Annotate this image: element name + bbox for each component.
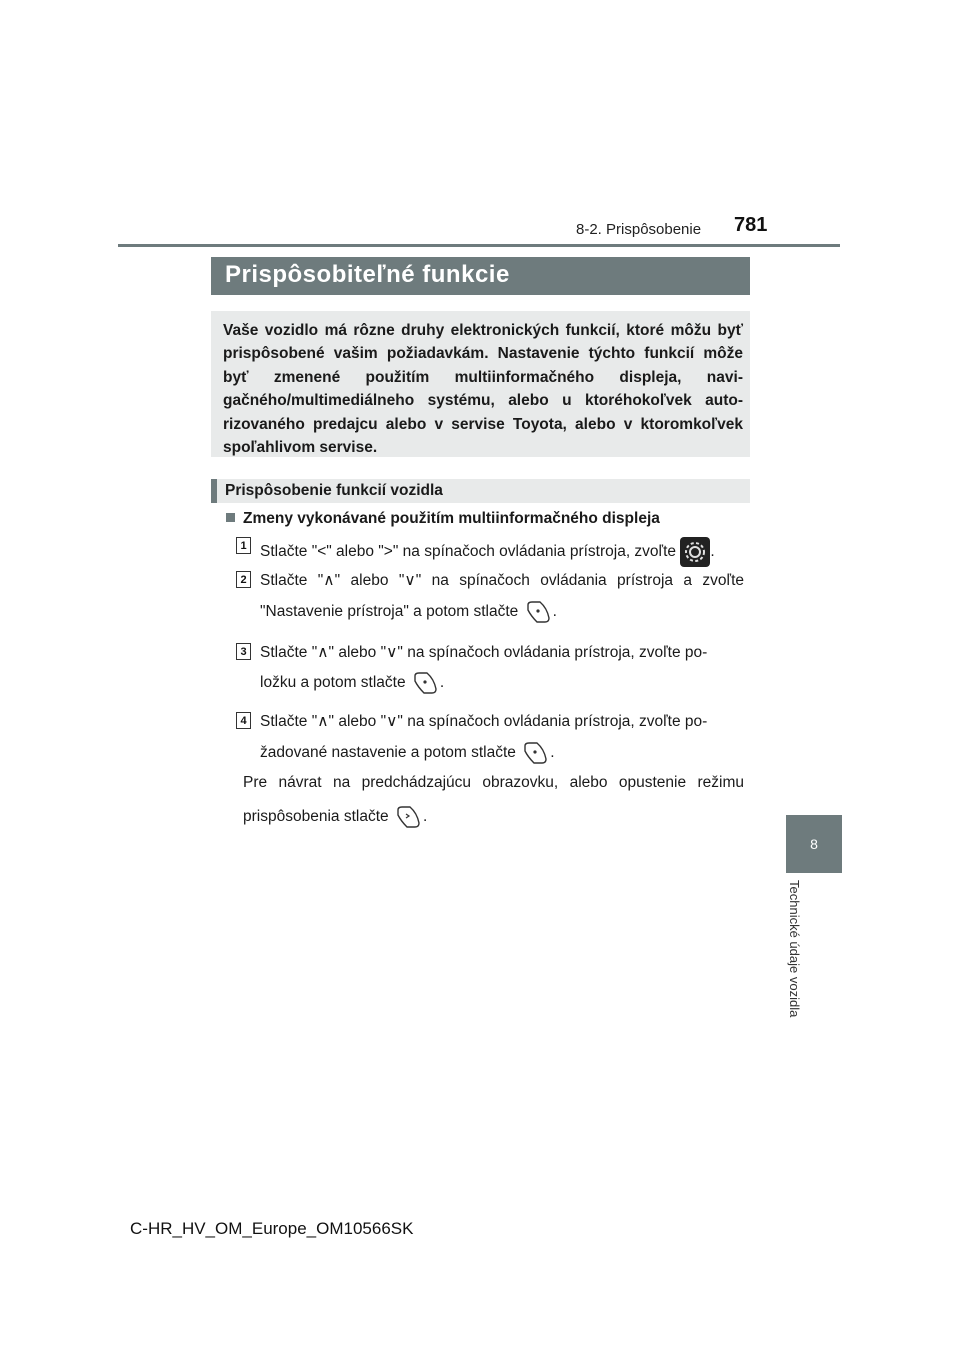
- page-title: Prispôsobiteľné funkcie: [225, 261, 510, 288]
- step-4-text: žadované nastavenie a potom stlačte: [260, 744, 516, 762]
- step-1-end: .: [710, 543, 715, 561]
- title-bar: [211, 257, 750, 295]
- note-line-1: Pre návrat na predchádzajúcu obrazovku, alebo opustenie režimu: [243, 774, 744, 791]
- square-bullet-icon: [226, 513, 235, 522]
- step-1-line: Stlačte "<" alebo ">" na spínačoch ovládania prístroja, zvoľte: [260, 543, 676, 561]
- subheading: Prispôsobenie funkcií vozidla: [225, 482, 443, 499]
- step-2-line-1: Stlačte "∧" alebo "∨" na spínačoch ovládania prístroja a zvoľte: [260, 572, 744, 589]
- enter-button-icon: [410, 668, 440, 698]
- chapter-label: [785, 880, 805, 1040]
- step-4-end: .: [550, 744, 555, 762]
- note-line-2: [243, 802, 427, 832]
- header-divider: [118, 244, 840, 247]
- bullet-heading: [226, 510, 660, 528]
- step-3-text: ložku a potom stlačte: [260, 674, 406, 692]
- enter-button-icon: [520, 738, 550, 768]
- step-2-end: .: [552, 603, 557, 621]
- step-2-line-2: [260, 597, 557, 627]
- bullet-heading-text: Zmeny vykonávané použitím multiinformačného displeja: [243, 510, 660, 527]
- step-number-3: 3: [236, 643, 251, 660]
- subheading-accent: [211, 479, 217, 503]
- chapter-tab: 8: [786, 815, 842, 873]
- step-4-line-1: Stlačte "∧" alebo "∨" na spínačoch ovládania prístroja, zvoľte po-: [260, 713, 708, 730]
- step-number-4: 4: [236, 712, 251, 729]
- chapter-label-text: Technické údaje vozidla: [787, 880, 802, 1018]
- step-4-line-2: [260, 738, 555, 768]
- step-number-1: 1: [236, 537, 251, 554]
- step-3-line-2: [260, 668, 444, 698]
- step-1-text: [260, 537, 715, 567]
- step-3-line-1: Stlačte "∧" alebo "∨" na spínačoch ovládania prístroja, zvoľte po-: [260, 644, 708, 661]
- intro-text: Vaše vozidlo má rôzne druhy elektronických funkcií, ktoré môžu byť prispôsobené vašim požiadavkám. Nastavenie týchto funkcií môže byť zmenené použitím multiinformačného displeja, navigačného/multimediálneho systému, alebo u ktoréhokoľvek autorizovaného predajcu alebo v servise Toyota, alebo v ktoromkoľvek spoľahlivom servise.: [223, 322, 743, 457]
- section-title: 8-2. Prispôsobenie: [576, 221, 702, 238]
- note-end: .: [422, 808, 428, 826]
- page-number: 781: [734, 214, 768, 236]
- subheading-bar: [211, 479, 750, 503]
- step-number-2: 2: [236, 571, 251, 588]
- note-text: prispôsobenia stlačte: [243, 808, 389, 826]
- gear-icon: [680, 537, 710, 567]
- enter-button-icon: [523, 597, 553, 627]
- step-2-text: "Nastavenie prístroja" a potom stlačte: [260, 603, 519, 621]
- back-button-icon: [393, 802, 423, 832]
- document-footer: C-HR_HV_OM_Europe_OM10566SK: [130, 1219, 414, 1238]
- step-3-end: .: [439, 674, 445, 692]
- intro-box: [211, 311, 750, 457]
